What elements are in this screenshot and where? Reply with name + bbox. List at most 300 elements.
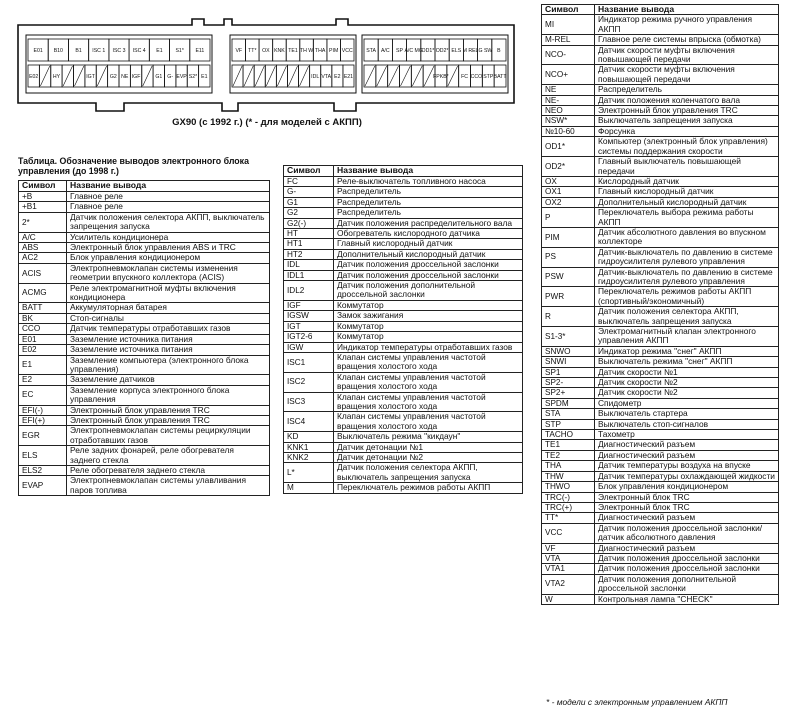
- pin-symbol: BK: [19, 313, 67, 323]
- table-row: [284, 452, 523, 462]
- table-row: [542, 346, 779, 356]
- table-row: [542, 378, 779, 388]
- pin-description: Заземление источника питания: [67, 334, 270, 344]
- pin-description: Главный кислородный датчик: [595, 187, 779, 197]
- pin-symbol: VF: [542, 543, 595, 553]
- table-row: [284, 442, 523, 452]
- pin-symbol: M: [284, 483, 334, 493]
- pin-description: Датчик положения дополнительной дроссельной заслонки: [334, 281, 523, 301]
- connector-pin-label: STA: [366, 48, 376, 54]
- connector-pin-label: FPKB*: [433, 74, 449, 80]
- connector-pin-label: OD2*: [435, 48, 449, 54]
- pin-description: Заземление датчиков: [67, 375, 270, 385]
- pin-symbol: VTA2: [542, 574, 595, 594]
- table-row: [19, 324, 270, 334]
- table2-header-symbol: Символ: [284, 166, 334, 177]
- pin-symbol: VTA1: [542, 564, 595, 574]
- pin-symbol: IGW: [284, 342, 334, 352]
- table-row: [284, 208, 523, 218]
- pin-description: Заземление корпуса электронного блока управления: [67, 385, 270, 405]
- pin-description: Датчик положения дроссельной заслонки: [334, 270, 523, 280]
- table-row: [542, 594, 779, 604]
- table-row: [284, 239, 523, 249]
- pin-description: Дополнительный кислородный датчик: [595, 197, 779, 207]
- table-row: [284, 300, 523, 310]
- connector-pin-label: IDL: [311, 74, 320, 80]
- connector-empty-pin: [448, 66, 458, 86]
- pin-symbol: E1: [19, 355, 67, 375]
- table-row: [542, 398, 779, 408]
- pin-symbol: TT*: [542, 513, 595, 523]
- pin-symbol: OD2*: [542, 157, 595, 177]
- table-row: [19, 202, 270, 212]
- pin-description: Датчик положения дроссельной заслонки: [334, 260, 523, 270]
- pin-symbol: IGSW: [284, 311, 334, 321]
- pin-symbol: VCC: [542, 523, 595, 543]
- pin-symbol: ISC3: [284, 392, 334, 412]
- pin-symbol: ACMG: [19, 283, 67, 303]
- connector-pin-label: KNK: [274, 48, 285, 54]
- pin-description: Выключатель запрещения запуска: [595, 116, 779, 126]
- pin-symbol: THW: [542, 471, 595, 481]
- table-row: [542, 553, 779, 563]
- table-row: [542, 574, 779, 594]
- table-row: [284, 463, 523, 483]
- pin-description: Электромагнитный клапан электронного управления АКПП: [595, 327, 779, 347]
- connector-pin-label: E01: [33, 48, 43, 54]
- pin-symbol: PIM: [542, 227, 595, 247]
- table-row: [284, 432, 523, 442]
- table-row: [19, 345, 270, 355]
- pin-description: Датчик положения дроссельной заслонки/ датчик абсолютного давления: [595, 523, 779, 543]
- connector-pin-label: OD1*: [421, 48, 435, 54]
- pin-symbol: R: [542, 307, 595, 327]
- table-row: [19, 405, 270, 415]
- pin-description: Коммутатор: [334, 321, 523, 331]
- pin-symbol: ELS: [19, 446, 67, 466]
- pin-description: Переключатель режимов работы АКПП: [334, 483, 523, 493]
- table-row: [19, 355, 270, 375]
- pin-symbol: ELS2: [19, 465, 67, 475]
- pin-symbol: ISC1: [284, 352, 334, 372]
- pin-symbol: ACIS: [19, 263, 67, 283]
- connector-pin-label: ISC 4: [132, 48, 146, 54]
- pin-description: Диагностический разъем: [595, 543, 779, 553]
- pin-symbol: TE2: [542, 450, 595, 460]
- pin-symbol: EGR: [19, 426, 67, 446]
- pin-symbol: IDL2: [284, 281, 334, 301]
- table-row: [542, 227, 779, 247]
- table-row: [284, 281, 523, 301]
- pin-symbol: +B1: [19, 202, 67, 212]
- pin-description: Распределитель: [334, 208, 523, 218]
- table-row: [542, 137, 779, 157]
- pin-symbol: SNWI: [542, 357, 595, 367]
- pin-description: Главное реле: [67, 202, 270, 212]
- table-row: [542, 327, 779, 347]
- pin-symbol: STP: [542, 419, 595, 429]
- pin-description: Главный кислородный датчик: [334, 239, 523, 249]
- pin-description: Датчик положения селектора АКПП, выключатель запрещения запуска: [595, 307, 779, 327]
- connector-pin-label: ISC 1: [92, 48, 106, 54]
- connector-caption: GX90 (с 1992 г.) (* - для моделей с АКПП): [172, 117, 362, 128]
- pin-symbol: KNK1: [284, 442, 334, 452]
- pin-description: Датчик положения селектора АКПП, выключатель запрещения запуска: [67, 212, 270, 232]
- table-row: [542, 523, 779, 543]
- table-row: [284, 311, 523, 321]
- pin-symbol: HT1: [284, 239, 334, 249]
- pin-symbol: ISC4: [284, 412, 334, 432]
- pin-description: Стоп-сигналы: [67, 313, 270, 323]
- pin-description: Датчик положения дополнительной дроссельной заслонки: [595, 574, 779, 594]
- pin-description: Переключатель режимов работы АКПП (спортивный/экономичный): [595, 287, 779, 307]
- table-row: [542, 388, 779, 398]
- pinout-table-1: [18, 180, 270, 496]
- table-row: [284, 412, 523, 432]
- connector-pin-label: BATT: [493, 74, 507, 80]
- connector-pin-label: VTA: [321, 74, 332, 80]
- table-row: [284, 187, 523, 197]
- connector-pin-label: E1: [201, 74, 208, 80]
- pin-description: Электропневмоклапан системы улавливания паров топлива: [67, 476, 270, 496]
- table-row: [284, 218, 523, 228]
- connector-pin-label: S2*: [188, 74, 198, 80]
- table-row: [284, 372, 523, 392]
- pin-symbol: TRC(-): [542, 492, 595, 502]
- pin-description: Датчик положения коленчатого вала: [595, 95, 779, 105]
- pin-symbol: OX1: [542, 187, 595, 197]
- pin-symbol: M-REL: [542, 35, 595, 45]
- pin-symbol: BATT: [19, 303, 67, 313]
- pin-symbol: KD: [284, 432, 334, 442]
- connector-pin-label: E2: [334, 74, 341, 80]
- connector-empty-pin: [244, 66, 253, 86]
- pin-description: Датчик положения дроссельной заслонки: [595, 553, 779, 563]
- table-row: [542, 367, 779, 377]
- connector-pin-label: FC: [461, 74, 469, 80]
- pin-description: Аккумуляторная батарея: [67, 303, 270, 313]
- connector-pin-label: B: [497, 48, 501, 54]
- connector-empty-pin: [389, 66, 399, 86]
- connector-empty-pin: [143, 66, 152, 86]
- table-row: [542, 440, 779, 450]
- pin-symbol: EVAP: [19, 476, 67, 496]
- pin-description: Диагностический разъем: [595, 450, 779, 460]
- pin-description: Индикатор режима "снег" АКПП: [595, 346, 779, 356]
- connector-pin-label: EVP: [176, 74, 187, 80]
- pin-description: Электронный блок управления ABS и TRC: [67, 243, 270, 253]
- table1-caption: Таблица. Обозначение выводов электронного блока управления (до 1998 г.): [18, 156, 249, 176]
- connector-empty-pin: [412, 66, 422, 86]
- connector-empty-pin: [300, 66, 309, 86]
- pin-description: Выключатель стартера: [595, 409, 779, 419]
- pin-description: Коммутатор: [334, 300, 523, 310]
- pin-description: Реле задних фонарей, реле обогревателя заднего стекла: [67, 446, 270, 466]
- connector-pin-label: IGT: [86, 74, 95, 80]
- connector-pin-label: B10: [53, 48, 63, 54]
- pin-symbol: OX: [542, 176, 595, 186]
- table-row: [542, 35, 779, 45]
- pin-symbol: HT2: [284, 249, 334, 259]
- pin-symbol: NCO-: [542, 45, 595, 65]
- pin-symbol: A/C: [19, 232, 67, 242]
- connector-pin-label: SP: [396, 48, 403, 54]
- pin-description: Спидометр: [595, 398, 779, 408]
- pin-description: Выключатель стоп-сигналов: [595, 419, 779, 429]
- pin-description: Распределитель: [334, 187, 523, 197]
- table-row: [19, 465, 270, 475]
- pin-description: Блок управления кондиционером: [67, 253, 270, 263]
- connector-pin-label: E11: [195, 48, 205, 54]
- pin-symbol: VTA: [542, 553, 595, 563]
- table-row: [19, 263, 270, 283]
- connector-pin-label: B1: [75, 48, 82, 54]
- pin-description: Обогреватель кислородного датчика: [334, 229, 523, 239]
- pin-symbol: CCO: [19, 324, 67, 334]
- pin-description: Распределитель: [334, 197, 523, 207]
- pin-symbol: EC: [19, 385, 67, 405]
- pinout-table-2: [283, 165, 523, 494]
- pin-symbol: STA: [542, 409, 595, 419]
- pin-symbol: OD1*: [542, 137, 595, 157]
- pin-symbol: NCO+: [542, 65, 595, 85]
- pin-description: Переключатель выбора режима работы АКПП: [595, 208, 779, 228]
- connector-block-2: [230, 35, 356, 93]
- connector-empty-pin: [255, 66, 264, 86]
- table-row: [542, 492, 779, 502]
- pin-description: Датчик положения распределительного вала: [334, 218, 523, 228]
- table-row: [542, 430, 779, 440]
- table-row: [542, 15, 779, 35]
- pin-description: Тахометр: [595, 430, 779, 440]
- table-row: [542, 267, 779, 287]
- table-row: [542, 187, 779, 197]
- table-row: [542, 419, 779, 429]
- table-row: [542, 513, 779, 523]
- pin-description: Датчик-выключатель по давлению в системе гидроусилителя рулевого управления: [595, 247, 779, 267]
- table-row: [284, 249, 523, 259]
- pin-description: Датчик-выключатель по давлению в системе гидроусилителя рулевого управления: [595, 267, 779, 287]
- pin-description: Клапан системы управления частотой вращения холостого хода: [334, 412, 523, 432]
- table-row: [19, 243, 270, 253]
- pin-symbol: NE-: [542, 95, 595, 105]
- pin-description: Выключатель режима "снег" АКПП: [595, 357, 779, 367]
- connector-empty-pin: [377, 66, 387, 86]
- pin-description: Главное реле системы впрыска (обмотка): [595, 35, 779, 45]
- pin-description: Электронный блок TRC: [595, 502, 779, 512]
- table-row: [19, 192, 270, 202]
- connector-empty-pin: [266, 66, 275, 86]
- pin-description: Датчик скорости №2: [595, 388, 779, 398]
- pin-symbol: PSW: [542, 267, 595, 287]
- pin-symbol: AC2: [19, 253, 67, 263]
- table-row: [284, 342, 523, 352]
- table-row: [542, 247, 779, 267]
- pin-symbol: +B: [19, 192, 67, 202]
- table-row: [542, 543, 779, 553]
- pin-description: Датчик положения дроссельной заслонки: [595, 564, 779, 574]
- pin-symbol: L*: [284, 463, 334, 483]
- pin-symbol: EFI(+): [19, 415, 67, 425]
- pin-symbol: ABS: [19, 243, 67, 253]
- connector-pin-label: TT*: [248, 48, 257, 54]
- table-row: [542, 471, 779, 481]
- table-row: [542, 197, 779, 207]
- table1-header-name: Название вывода: [67, 181, 270, 192]
- pin-symbol: NSW*: [542, 116, 595, 126]
- pin-description: Клапан системы управления частотой вращения холостого хода: [334, 352, 523, 372]
- table-row: [284, 260, 523, 270]
- table-row: [284, 229, 523, 239]
- pin-description: Контрольная лампа "CHECK": [595, 594, 779, 604]
- pin-symbol: THA: [542, 461, 595, 471]
- pin-description: Датчик температуры воздуха на впуске: [595, 461, 779, 471]
- table-row: [542, 176, 779, 186]
- pin-description: Главное реле: [67, 192, 270, 202]
- table-row: [542, 450, 779, 460]
- pin-description: Электропневмоклапан системы рециркуляции отработавших газов: [67, 426, 270, 446]
- pin-symbol: KNK2: [284, 452, 334, 462]
- pin-symbol: NE: [542, 85, 595, 95]
- table3-header-symbol: Символ: [542, 5, 595, 15]
- pin-description: Замок зажигания: [334, 311, 523, 321]
- connector-pin-label: VF: [235, 48, 243, 54]
- pin-symbol: OX2: [542, 197, 595, 207]
- pin-symbol: SP2-: [542, 378, 595, 388]
- pin-symbol: NEO: [542, 106, 595, 116]
- pin-description: Индикатор режима ручного управления АКПП: [595, 15, 779, 35]
- pin-symbol: SP2+: [542, 388, 595, 398]
- pin-description: Выключатель режима "кикдаун": [334, 432, 523, 442]
- table-row: [542, 502, 779, 512]
- table-row: [542, 357, 779, 367]
- connector-empty-pin: [365, 66, 375, 86]
- pin-symbol: THWO: [542, 482, 595, 492]
- pin-description: Датчик скорости №2: [595, 378, 779, 388]
- table-row: [542, 208, 779, 228]
- table-row: [284, 321, 523, 331]
- pin-description: Датчик положения селектора АКПП, выключатель запрещения запуска: [334, 463, 523, 483]
- table3-header-name: Название вывода: [595, 5, 779, 15]
- pin-symbol: G2(-): [284, 218, 334, 228]
- pin-symbol: MI: [542, 15, 595, 35]
- pin-symbol: 2*: [19, 212, 67, 232]
- connector-empty-pin: [233, 66, 242, 86]
- pin-description: Датчик скорости №1: [595, 367, 779, 377]
- table2-header-name: Название вывода: [334, 166, 523, 177]
- connector-pin-label: TH W: [299, 48, 314, 54]
- pin-symbol: IDL: [284, 260, 334, 270]
- pin-symbol: SPDM: [542, 398, 595, 408]
- pin-description: Коммутатор: [334, 332, 523, 342]
- pin-description: Электронный блок управления TRC: [67, 405, 270, 415]
- connector-pin-label: A/C MG: [404, 48, 423, 54]
- table1-header-symbol: Символ: [19, 181, 67, 192]
- pin-description: Реле электромагнитной муфты включения кондиционера: [67, 283, 270, 303]
- table-row: [284, 392, 523, 412]
- table-row: [19, 375, 270, 385]
- table-row: [542, 409, 779, 419]
- table-row: [542, 85, 779, 95]
- connector-pin-label: S1*: [175, 48, 184, 54]
- pin-description: Усилитель кондиционера: [67, 232, 270, 242]
- pinout-table-3: [541, 4, 779, 605]
- connector-pin-label: E1: [156, 48, 163, 54]
- connector-empty-pin: [75, 66, 84, 86]
- table-row: [542, 95, 779, 105]
- table-row: [284, 352, 523, 372]
- pin-symbol: №10-60: [542, 126, 595, 136]
- pin-description: Распределитель: [595, 85, 779, 95]
- pin-symbol: SP1: [542, 367, 595, 377]
- connector-pin-label: PIM: [329, 48, 339, 54]
- pin-symbol: IGT2-6: [284, 332, 334, 342]
- table-row: [19, 415, 270, 425]
- table-row: [19, 283, 270, 303]
- table-row: [542, 126, 779, 136]
- pin-symbol: E02: [19, 345, 67, 355]
- table-row: [542, 157, 779, 177]
- table-row: [19, 426, 270, 446]
- table-row: [19, 212, 270, 232]
- pin-description: Заземление источника питания: [67, 345, 270, 355]
- table-row: [542, 116, 779, 126]
- pin-symbol: ISC2: [284, 372, 334, 392]
- pin-symbol: TRC(+): [542, 502, 595, 512]
- connector-pin-label: A/C: [380, 48, 390, 54]
- connector-pin-label: ISC 3: [112, 48, 126, 54]
- connector-pin-label: OX: [262, 48, 270, 54]
- pin-description: Электронный блок управления TRC: [595, 106, 779, 116]
- pin-symbol: TE1: [542, 440, 595, 450]
- connector-pin-label: G-: [167, 74, 174, 80]
- table-row: [284, 483, 523, 493]
- ecu-connector-diagram: [16, 17, 518, 113]
- pin-description: Электронный блок управления TRC: [67, 415, 270, 425]
- pin-symbol: HT: [284, 229, 334, 239]
- connector-pin-label: G2: [109, 74, 117, 80]
- pin-description: Клапан системы управления частотой вращения холостого хода: [334, 372, 523, 392]
- pin-symbol: E2: [19, 375, 67, 385]
- pin-description: Форсунка: [595, 126, 779, 136]
- pin-description: Диагностический разъем: [595, 513, 779, 523]
- table-row: [542, 307, 779, 327]
- table-row: [19, 253, 270, 263]
- pin-symbol: E01: [19, 334, 67, 344]
- connector-empty-pin: [277, 66, 286, 86]
- pin-description: Электропневмоклапан системы изменения геометрии впускного коллектора (ACIS): [67, 263, 270, 283]
- pin-description: Блок управления кондиционером: [595, 482, 779, 492]
- pin-description: Диагностический разъем: [595, 440, 779, 450]
- connector-pin-label: HY: [52, 74, 61, 80]
- pin-symbol: G2: [284, 208, 334, 218]
- pin-symbol: IGT: [284, 321, 334, 331]
- connector-pin-label: M REL: [462, 48, 479, 54]
- pin-symbol: S1-3*: [542, 327, 595, 347]
- table-row: [542, 461, 779, 471]
- pin-description: Датчик скорости муфты включения повышающей передачи: [595, 65, 779, 85]
- connector-pin-label: IG SW: [477, 48, 493, 54]
- table-row: [284, 332, 523, 342]
- pin-symbol: P: [542, 208, 595, 228]
- table-row: [542, 65, 779, 85]
- pin-description: Компьютер (электронный блок управления) системы поддержания скорости: [595, 137, 779, 157]
- pin-symbol: PWR: [542, 287, 595, 307]
- pin-symbol: EFI(-): [19, 405, 67, 415]
- pin-description: Датчик температуры охлаждающей жидкости: [595, 471, 779, 481]
- connector-pin-label: ELS: [451, 48, 462, 54]
- pin-symbol: W: [542, 594, 595, 604]
